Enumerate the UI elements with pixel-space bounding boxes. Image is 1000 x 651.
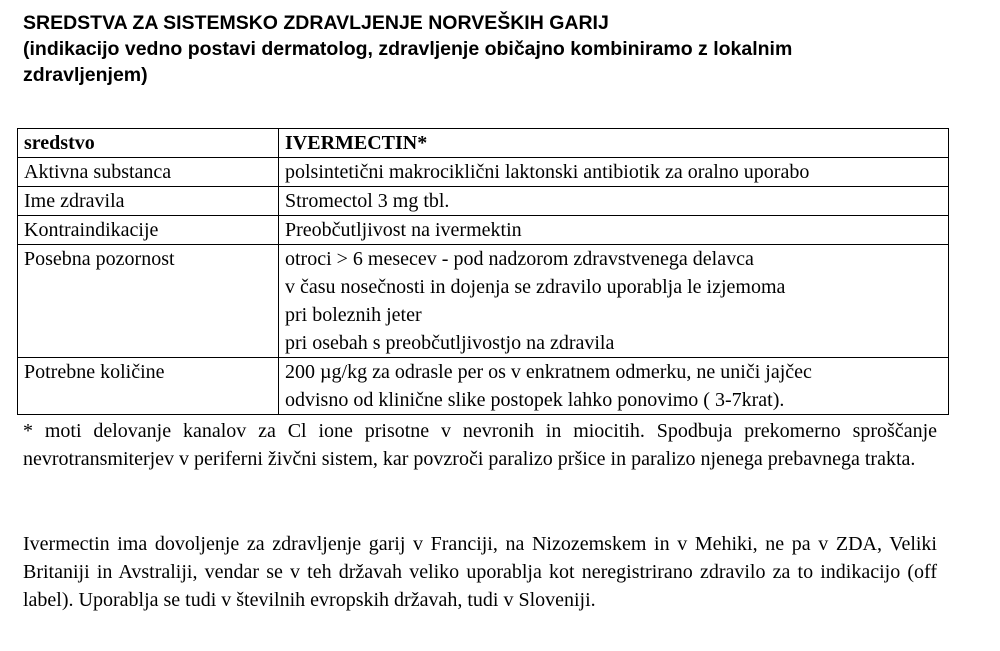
row-label: Posebna pozornost	[18, 245, 279, 358]
document-page	[23, 10, 953, 611]
table-header-row	[18, 129, 949, 158]
table-row-contraindications	[18, 216, 949, 245]
table-row-dosage	[18, 358, 949, 415]
row-label: Potrebne količine	[18, 358, 279, 415]
row-value	[279, 358, 949, 415]
row-value-line: pri boleznih jeter	[285, 304, 422, 326]
row-label: Ime zdravila	[18, 187, 279, 216]
row-label: Aktivna substanca	[18, 158, 279, 187]
row-value-line: Stromectol 3 mg tbl.	[285, 190, 450, 212]
row-value-line: Preobčutljivost na ivermektin	[285, 219, 522, 241]
document-heading	[23, 10, 953, 88]
drug-info-table	[17, 128, 949, 415]
row-value	[279, 158, 949, 187]
row-value-line: pri osebah s preobčutljivostjo na zdravila	[285, 332, 615, 354]
footnote-paragraph: * moti delovanje kanalov za Cl ione prisotne v nevronih in miocitih. Spodbuja prekomerno sproščanje nevrotransmiterjev v periferni živčni sistem, kar povzroči paralizo pršice in paralizo njenega prebavnega trakta.	[23, 420, 937, 470]
table-row-special-caution	[18, 245, 949, 358]
table-row-active-substance	[18, 158, 949, 187]
approval-paragraph: Ivermectin ima dovoljenje za zdravljenje garij v Franciji, na Nizozemskem in v Mehiki, ne pa v ZDA, Veliki Britaniji in Avstraliji, vendar se v teh državah veliko uporablja kot neregistrirano zdravilo za to indikacijo (off label). Uporablja se tudi v številnih evropskih državah, tudi v Sloveniji.	[23, 533, 937, 611]
row-value-line: 200 µg/kg za odrasle per os v enkratnem odmerku, ne uniči jajčec	[285, 361, 812, 383]
header-drug-name-cell: IVERMECTIN*	[279, 129, 949, 158]
heading-subtitle-line-2: zdravljenjem)	[23, 64, 148, 86]
heading-title: SREDSTVA ZA SISTEMSKO ZDRAVLJENJE NORVEŠKIH GARIJ	[23, 12, 609, 34]
table-row-drug-name	[18, 187, 949, 216]
header-label-cell: sredstvo	[18, 129, 279, 158]
row-value-line: otroci > 6 mesecev - pod nadzorom zdravstvenega delavca	[285, 248, 754, 270]
row-label: Kontraindikacije	[18, 216, 279, 245]
row-value-line: v času nosečnosti in dojenja se zdravilo uporablja le izjemoma	[285, 276, 786, 298]
row-value-line: polsintetični makrociklični laktonski antibiotik za oralno uporabo	[285, 161, 810, 183]
heading-subtitle-line-1: (indikacijo vedno postavi dermatolog, zdravljenje običajno kombiniramo z lokalnim	[23, 38, 793, 60]
row-value	[279, 187, 949, 216]
row-value	[279, 216, 949, 245]
row-value	[279, 245, 949, 358]
row-value-line: odvisno od klinične slike postopek lahko ponovimo ( 3-7krat).	[285, 389, 785, 411]
